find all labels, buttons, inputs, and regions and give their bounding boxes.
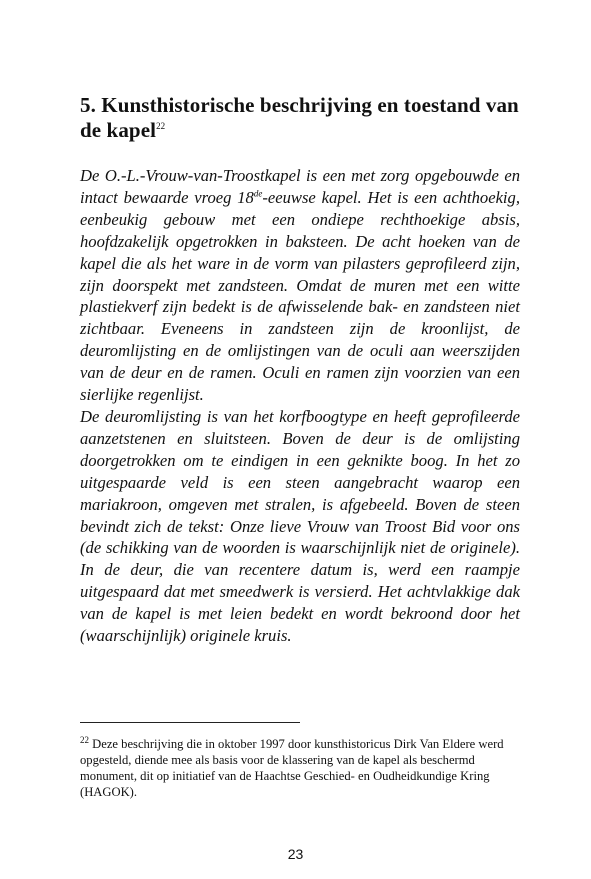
- paragraph-1-part-2: -eeuwse kapel. Het is een achthoekig, eenbeukig gebouw met een ondiepe rechthoekige absis, hoofdzakelijk opgetrokken in baksteen. De acht hoeken van de kapel die als het ware in de vorm van pilasters geprofileerd zijn, zijn doorspekt met zandsteen. Omdat de muren met een witte plastiekverf zijn bedekt is de afwisselende bak- en zandsteen niet zichtbaar. Eveneens in zandsteen zijn de kroonlijst, de deuromlijsting en de omlijstingen van de oculi aan weerszijden van de deur en de ramen. Oculi en ramen zijn voorzien van een sierlijke regenlijst.: [80, 187, 520, 405]
- paragraph-1-superscript: de: [253, 188, 263, 199]
- footnote-divider: [80, 722, 300, 723]
- page-number: 23: [287, 846, 304, 862]
- heading-footnote-ref: 22: [156, 121, 166, 131]
- footnote-text: Deze beschrijving die in oktober 1997 door kunsthistoricus Dirk Van Eldere werd opgesteld, diende mee als basis voor de klassering van de kapel als beschermd monument, dit op initiatief van de Haachtse Geschied- en Oudheidkundige Kring (HAGOK).: [80, 737, 504, 799]
- footnote: [80, 736, 520, 800]
- paragraph-2: De deuromlijsting is van het korfboogtype en heeft geprofileerde aanzetstenen en sluitsteen. Boven de deur is de omlijsting doorgetrokken om te eindigen in een geknikte boog. In het zo uitgespaarde veld is een steen aangebracht waarop een mariakroon, omgeven met stralen, is afgebeeld. Boven de steen bevindt zich de tekst: Onze lieve Vrouw van Troost Bid voor ons (de schikking van de woorden is waarschijnlijk niet de originele). In de deur, die van recentere datum is, werd een raampje uitgespaard dat met smeedwerk is versierd. Het achtvlakkige dak van de kapel is met leien bedekt en wordt bekroond door het (waarschijnlijk) originele kruis.: [80, 406, 520, 646]
- body-text: [80, 165, 520, 647]
- section-heading: [80, 93, 520, 143]
- footnote-number: 22: [80, 734, 89, 745]
- paragraph-1: [80, 165, 520, 406]
- paragraph-1-part-1: De O.-L.-Vrouw-van-Troostkapel is een met zorg opgebouwde en intact bewaarde vroeg 18: [80, 166, 520, 207]
- section-heading-text: 5. Kunsthistorische beschrijving en toestand van de kapel: [80, 93, 519, 142]
